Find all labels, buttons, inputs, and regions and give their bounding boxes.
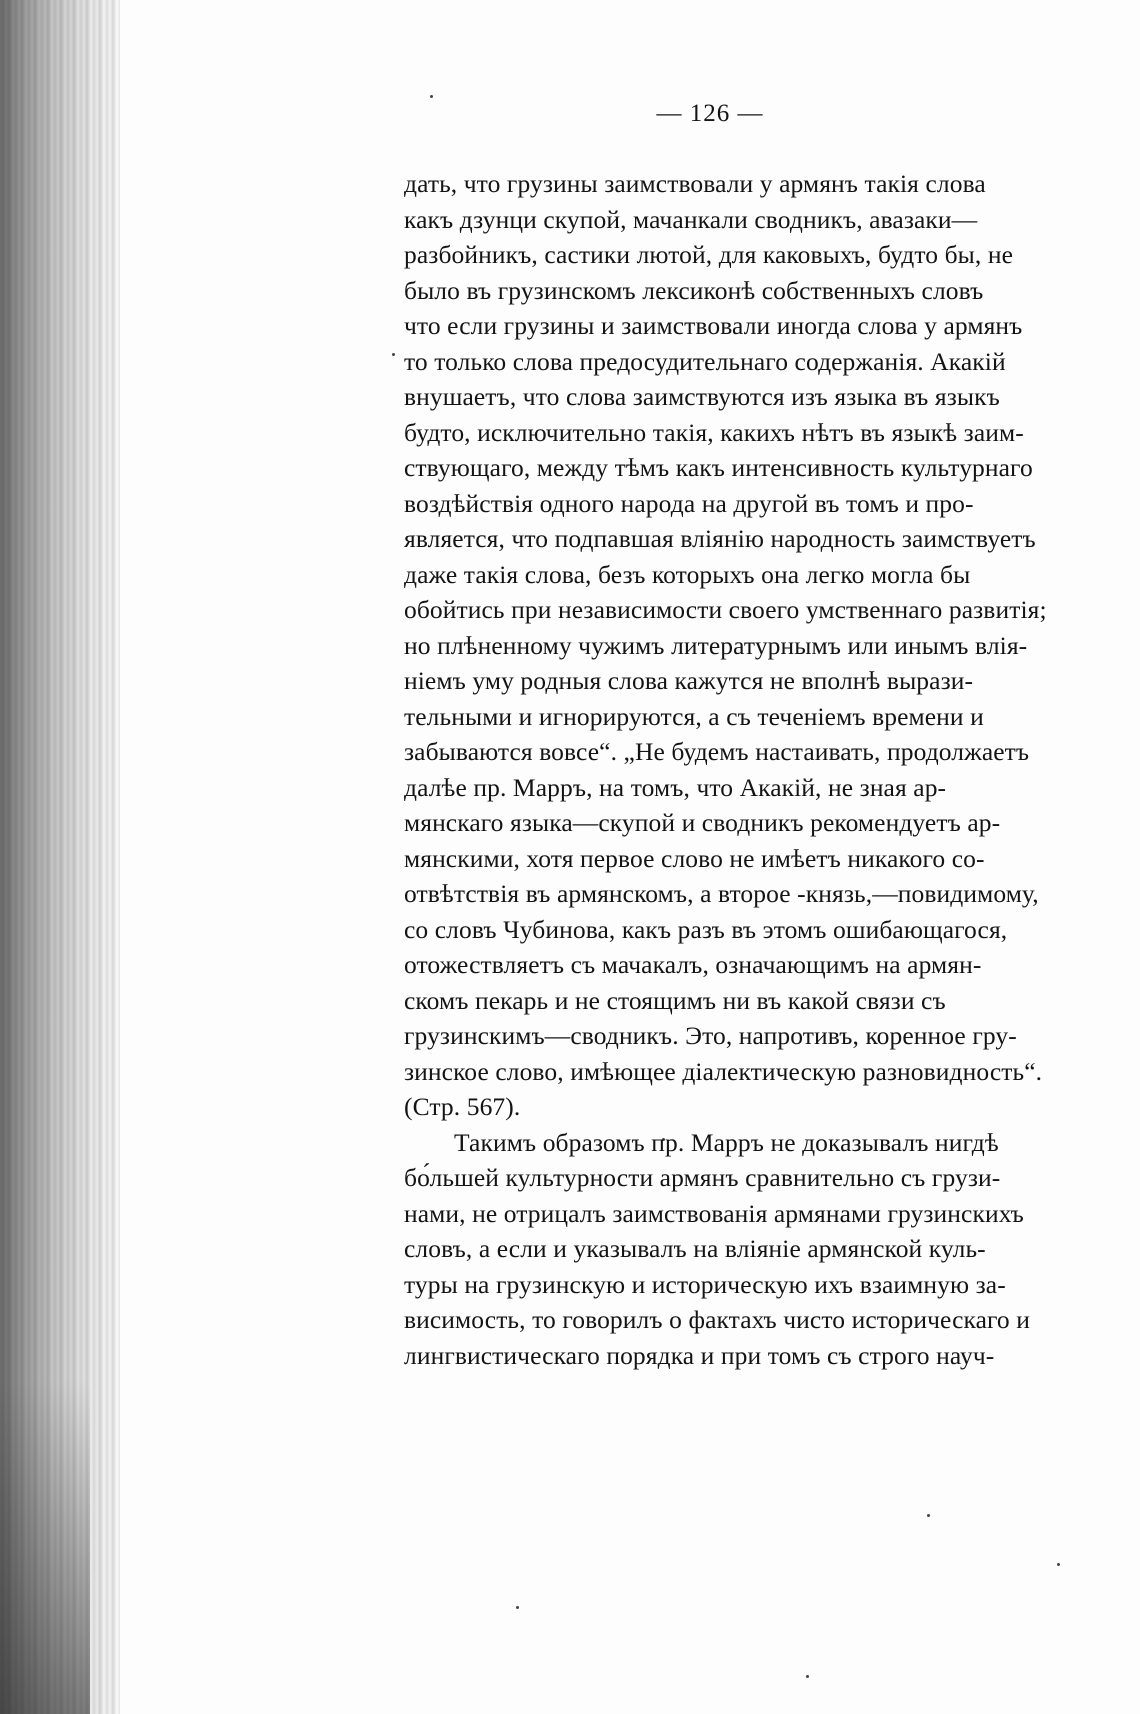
text-line: нами, не отрицалъ заимствованія армянами грузинскихъ xyxy=(404,1198,1024,1228)
text-line: даже такія слова, безъ которыхъ она легко могла бы xyxy=(404,559,971,589)
scan-speck xyxy=(392,353,395,356)
scan-speck xyxy=(430,95,433,98)
scan-speck xyxy=(1057,1563,1060,1566)
text-line: отвѣтствія въ армянскомъ, а второе -князь,—повидимому, xyxy=(404,879,1039,908)
text-line: мянскими, хотя первое слово не имѣетъ никакого со- xyxy=(404,843,985,873)
page-number: — 126 — xyxy=(656,100,764,127)
text-line: будто, исключительно такія, какихъ нѣтъ въ языкѣ заим- xyxy=(404,417,1024,447)
text-line: бо́льшей культурности армянъ сравнительно съ грузи- xyxy=(404,1163,1001,1192)
text-line: словъ, а если и указывалъ на вліяніе армянской куль- xyxy=(404,1234,986,1263)
text-line: далѣе пр. Марръ, на томъ, что Акакій, не зная ар- xyxy=(404,772,947,802)
paragraph-start-line: Такимъ образомъ пр. Марръ не доказывалъ нигдѣ xyxy=(454,1127,999,1157)
text-line: грузинскимъ—сводникъ. Это, напротивъ, коренное гру- xyxy=(404,1021,1017,1050)
text-line: обойтись при независимости своего умственнаго развитія; xyxy=(404,595,1047,624)
text-line: что если грузины и заимствовали иногда слова у армянъ xyxy=(404,311,1023,340)
text-line: дать, что грузины заимствовали у армянъ такія слова xyxy=(404,169,986,198)
text-line: мянскаго языка—скупой и сводникъ рекомендуетъ ар- xyxy=(404,808,1001,837)
text-line: отожествляетъ съ мачакалъ, означающимъ на армян- xyxy=(404,950,982,979)
text-line: разбойникъ, састики лютой, для каковыхъ, будто бы, не xyxy=(404,240,1014,269)
text-line: висимость, то говорилъ о фактахъ чисто историческаго и xyxy=(404,1305,1031,1334)
scan-speck xyxy=(927,1514,930,1517)
text-line: туры на грузинскую и историческую ихъ взаимную за- xyxy=(404,1269,1006,1299)
text-line: но плѣненному чужимъ литературнымъ или инымъ влія- xyxy=(404,630,1028,660)
text-line: было въ грузинскомъ лексиконѣ собственныхъ словъ xyxy=(404,275,984,305)
body-text xyxy=(404,166,1140,1373)
text-line: ніемъ уму родныя слова кажутся не вполнѣ вырази- xyxy=(404,666,974,695)
scan-speck xyxy=(516,1606,519,1609)
scan-speck xyxy=(806,1675,809,1678)
text-line: тельными и игнорируются, а съ теченіемъ времени и xyxy=(404,701,984,731)
text-line: воздѣйствія одного народа на другой въ томъ и про- xyxy=(404,488,974,518)
text-line: скомъ пекарь и не стоящимъ ни въ какой связи съ xyxy=(404,985,946,1015)
text-line: зинское слово, имѣющее діалектическую разновидность“. xyxy=(404,1056,1043,1086)
text-line: является, что подпавшая вліянію народность заимствуетъ xyxy=(404,524,1036,553)
text-line: лингвистическаго порядка и при томъ съ строго науч- xyxy=(404,1340,995,1370)
text-line: (Стр. 567). xyxy=(404,1092,521,1121)
text-line: внушаетъ, что слова заимствуются изъ языка въ языкъ xyxy=(404,382,1000,411)
text-line: со словъ Чубинова, какъ разъ въ этомъ ошибающагося, xyxy=(404,914,1008,944)
text-line: какъ дзунци скупой, мачанкали сводникъ, авазаки— xyxy=(404,204,978,234)
text-line: то только слова предосудительнаго содержанія. Акакій xyxy=(404,346,1006,376)
text-line: забываются вовсе“. „Не будемъ настаивать, продолжаетъ xyxy=(404,737,1030,766)
text-line: ствующаго, между тѣмъ какъ интенсивность культурнаго xyxy=(404,453,1033,482)
book-gutter-fade xyxy=(0,1380,90,1714)
